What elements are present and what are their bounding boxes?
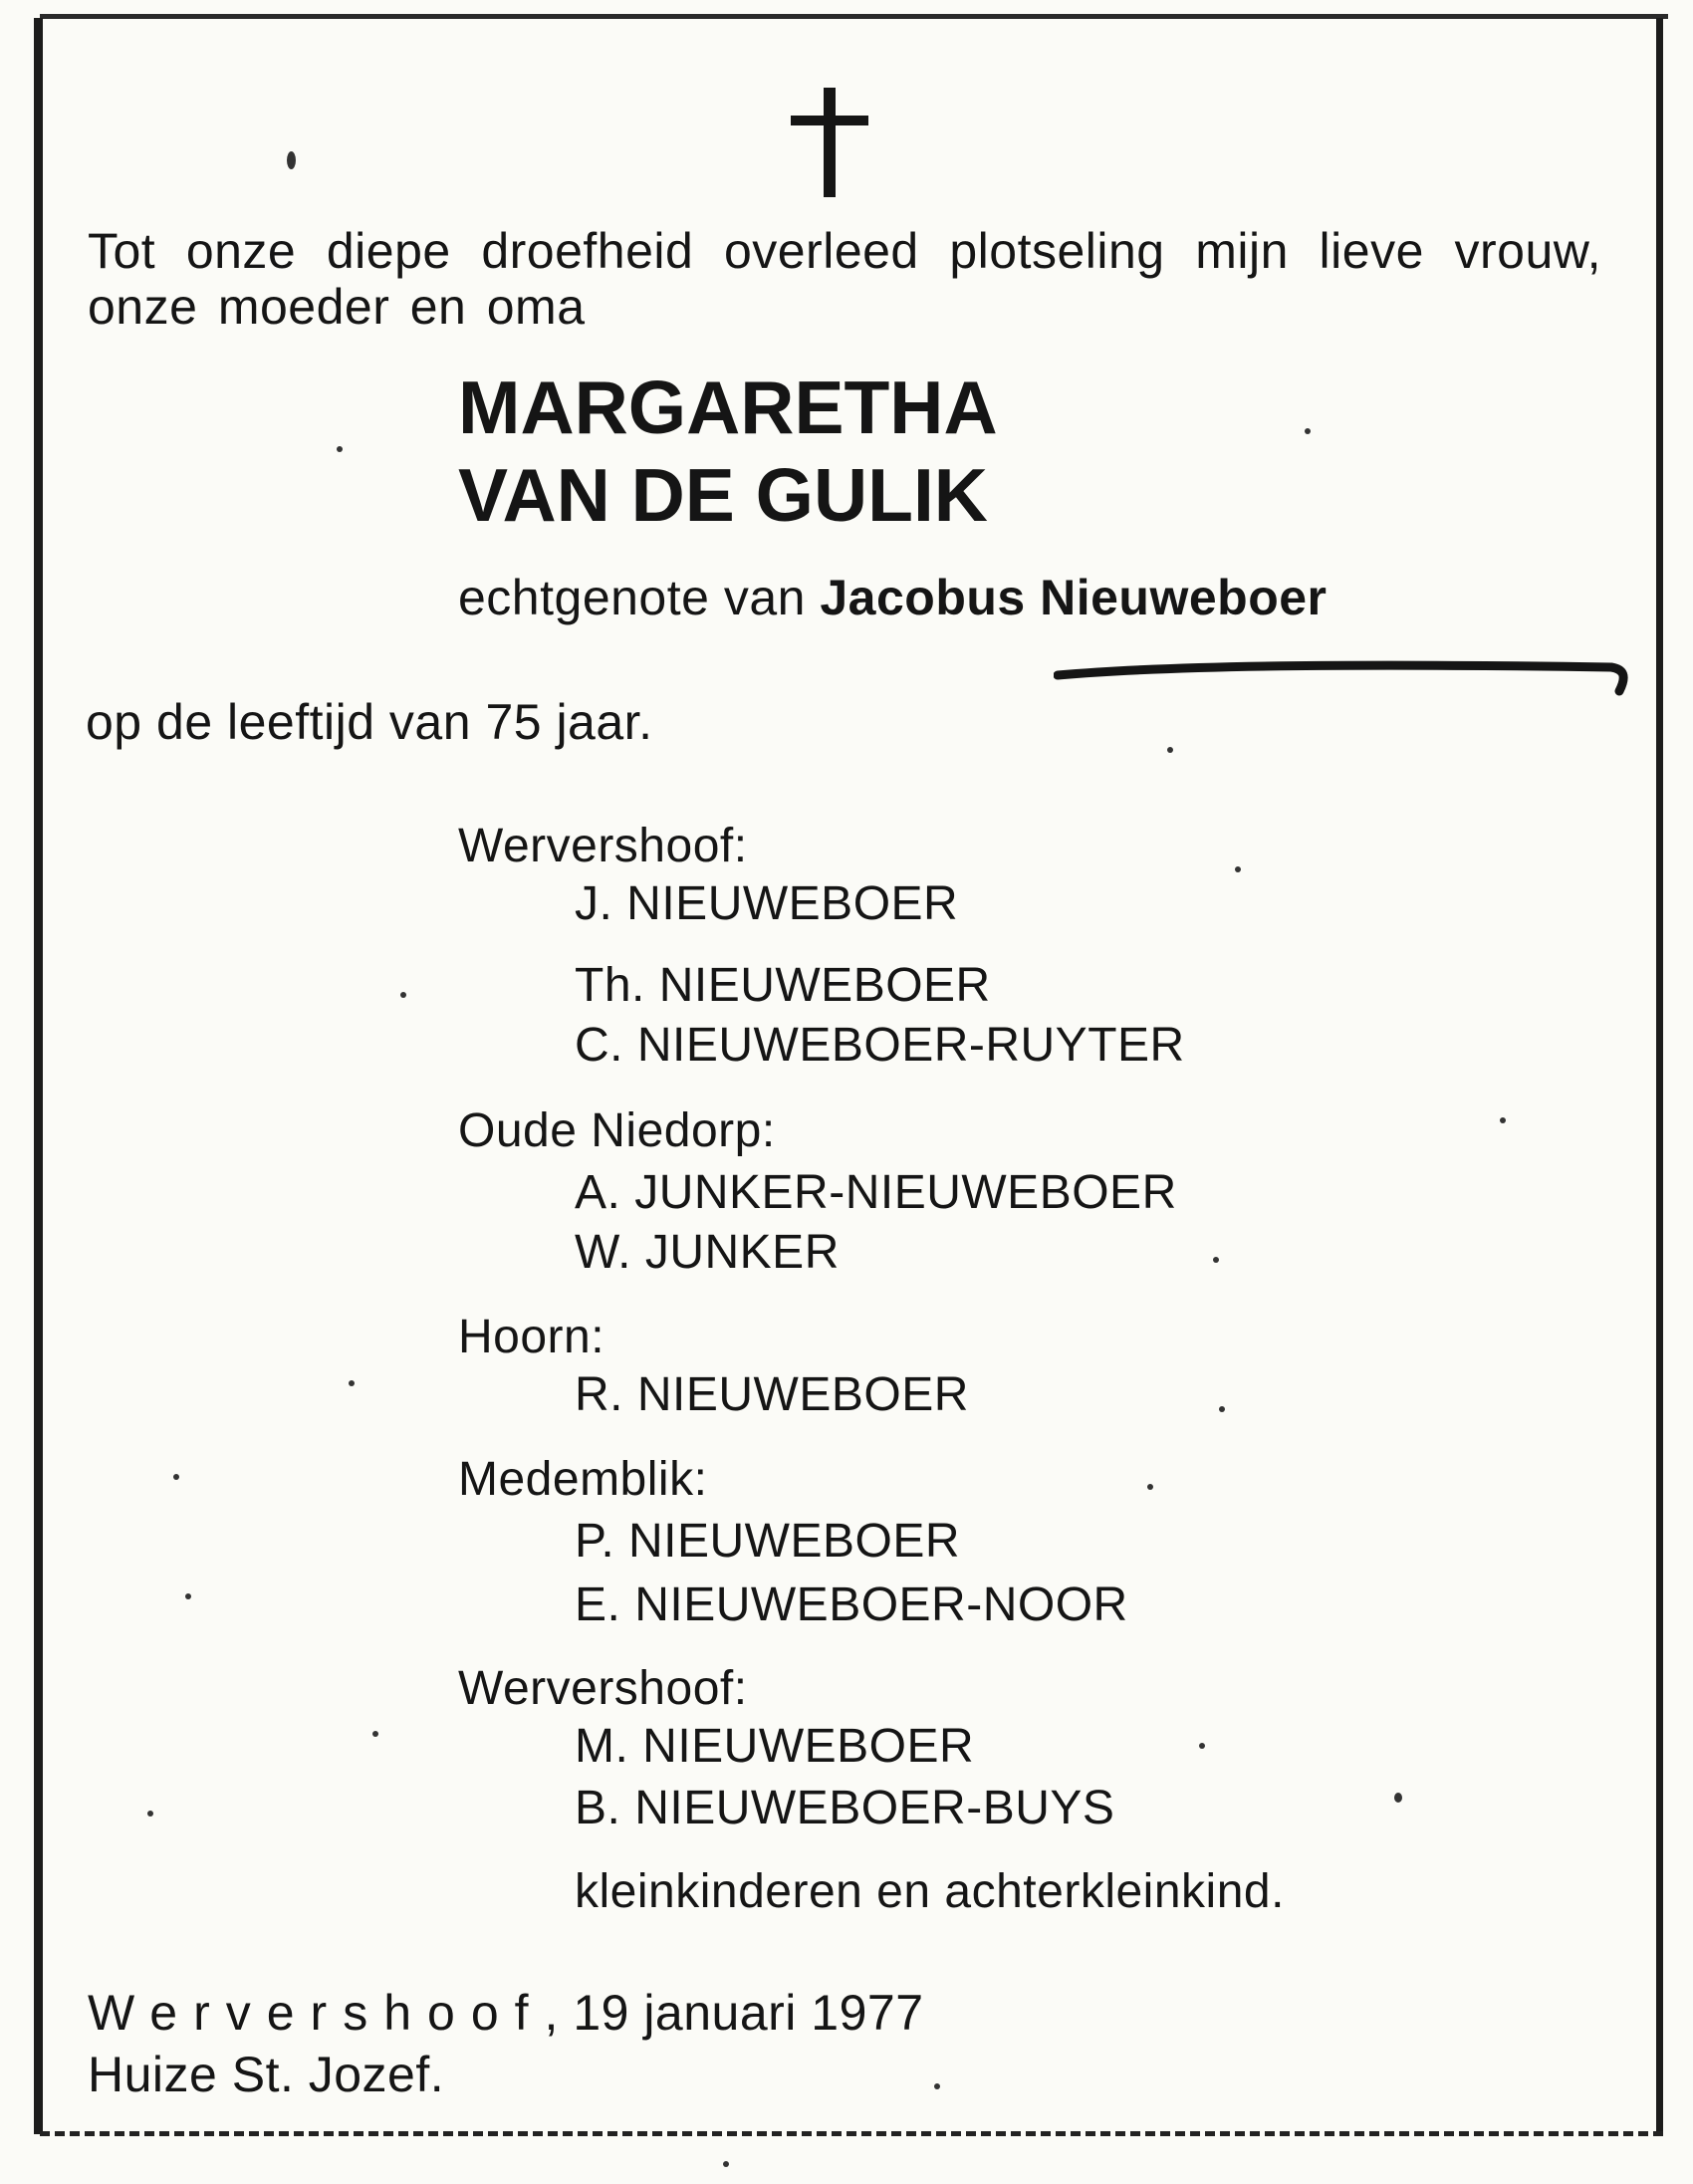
bottom-dashed-rule [40, 2131, 1663, 2136]
spouse-prefix: echtgenote van [458, 570, 806, 625]
scan-speck [934, 2083, 940, 2089]
family-place: Wervershoof: [458, 1662, 748, 1715]
grandchildren-line: kleinkinderen en achterkleinkind. [575, 1865, 1285, 1918]
family-member: P. NIEUWEBOER [575, 1515, 961, 1568]
family-place: Wervershoof: [458, 820, 748, 872]
footer-place: Wervershoof [88, 1985, 545, 2041]
footer-address: Huize St. Jozef. [88, 2047, 445, 2102]
family-member: B. NIEUWEBOER-BUYS [575, 1782, 1115, 1834]
scan-speck [372, 1731, 378, 1737]
scan-speck [1213, 1257, 1219, 1263]
scan-speck [1199, 1743, 1205, 1749]
scan-speck [147, 1811, 153, 1817]
scan-speck [1500, 1117, 1506, 1123]
family-place: Hoorn: [458, 1311, 605, 1363]
family-member: R. NIEUWEBOER [575, 1368, 969, 1421]
scan-speck [1219, 1406, 1225, 1412]
handwritten-underline [1054, 657, 1631, 699]
scan-speck [1305, 428, 1311, 434]
scan-speck [1147, 1484, 1153, 1490]
scan-speck [400, 992, 406, 998]
family-member: C. NIEUWEBOER-RUYTER [575, 1019, 1185, 1072]
family-member: J. NIEUWEBOER [575, 877, 959, 930]
footer-place-date [88, 1986, 924, 2041]
scan-speck [287, 151, 296, 169]
scan-speck [185, 1593, 191, 1599]
family-member: A. JUNKER-NIEUWEBOER [575, 1166, 1177, 1219]
scan-speck [1235, 866, 1241, 872]
scan-speck [349, 1380, 355, 1386]
footer-date: , 19 januari 1977 [544, 1985, 924, 2041]
latin-cross-icon [777, 88, 886, 197]
family-place: Oude Niedorp: [458, 1104, 776, 1157]
scan-speck [723, 2161, 729, 2167]
family-place: Medemblik: [458, 1453, 708, 1506]
deceased-surname: VAN DE GULIK [458, 453, 988, 537]
deceased-first-name: MARGARETHA [458, 365, 998, 449]
family-member: W. JUNKER [575, 1226, 840, 1279]
scan-speck [1167, 747, 1173, 753]
scan-speck [337, 446, 343, 452]
scan-speck [1394, 1793, 1402, 1803]
family-member: Th. NIEUWEBOER [575, 959, 991, 1012]
family-member: M. NIEUWEBOER [575, 1720, 975, 1773]
family-member: E. NIEUWEBOER-NOOR [575, 1578, 1128, 1631]
deceased-name [458, 364, 1155, 539]
age-line: op de leeftijd van 75 jaar. [86, 694, 653, 750]
spouse-name: Jacobus Nieuweboer [820, 570, 1328, 625]
intro-text: Tot onze diepe droefheid overleed plotseling mijn lieve vrouw, onze moeder en oma [88, 223, 1601, 335]
scan-speck [173, 1474, 179, 1480]
spouse-line [458, 571, 1328, 625]
